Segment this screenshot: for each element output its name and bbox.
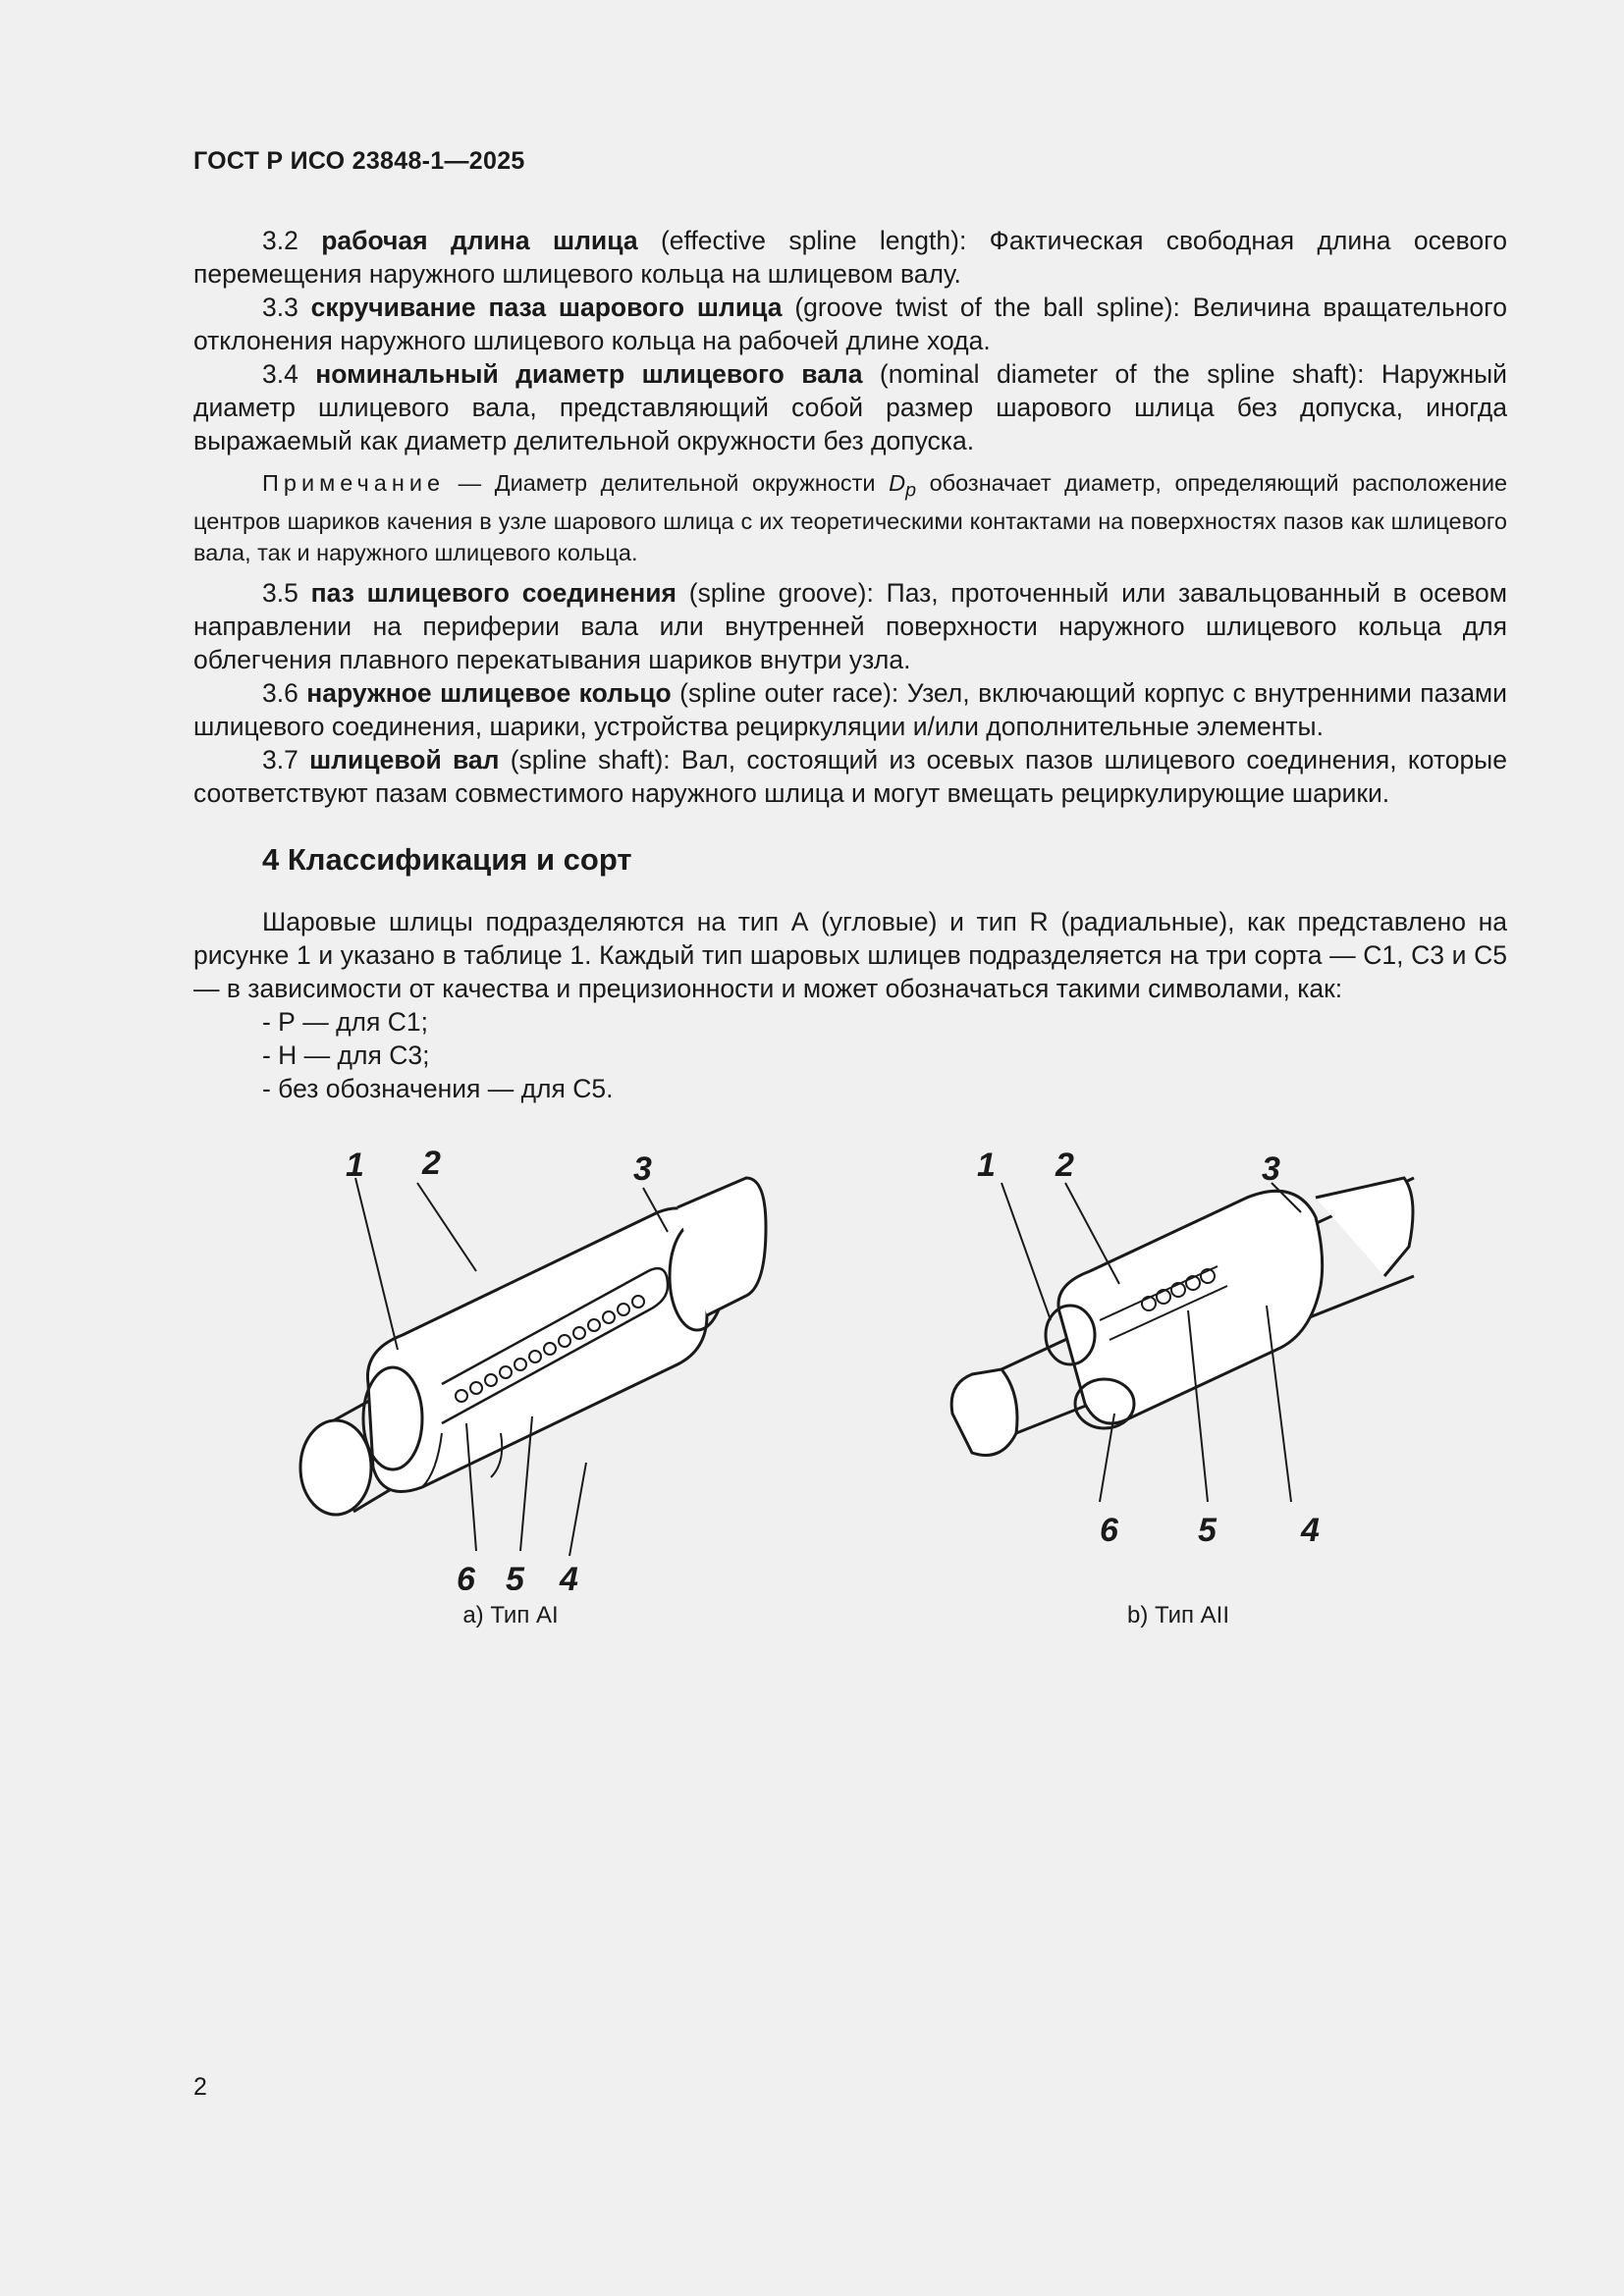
term-name: паз шлицевого соединения — [310, 578, 677, 608]
terms-block-2 — [193, 576, 1507, 810]
note-label: Примечание — [262, 470, 446, 496]
term-number: 3.4 — [262, 359, 298, 389]
shaft-end — [300, 1420, 371, 1515]
term-definition: Фактическая свободная длина осевого перемещения наружного шлицевого кольца на шлицевом валу. — [193, 226, 1507, 289]
caption-type-ai: а) Тип АI — [462, 1602, 559, 1629]
label-4: 4 — [1301, 1512, 1320, 1549]
list-item: - Н — для С3; — [262, 1041, 430, 1070]
list-item: - Р — для С1; — [262, 1007, 428, 1037]
grade-list — [193, 1005, 1507, 1105]
term-number: 3.5 — [262, 578, 298, 608]
figure-type-aii — [923, 1139, 1434, 1551]
label-3: 3 — [1262, 1150, 1280, 1188]
term-number: 3.7 — [262, 745, 298, 774]
note-text: Диаметр делительной окружности — [494, 470, 876, 496]
term-definition: Величина вращательного отклонения наружного шлицевого кольца на рабочей длине хода. — [193, 293, 1507, 355]
document-header: ГОСТ Р ИСО 23848-1—2025 — [193, 147, 525, 175]
term-name: наружное шлицевое кольцо — [306, 678, 672, 708]
term-definition: Паз, проточенный или завальцованный в осевом направлении на периферии вала или внутренней поверхности наружного шлицевого кольца для облегчения плавного перекатывания шариков внутри узла. — [193, 578, 1507, 674]
term-definition: Узел, включающий корпус с внутренними пазами шлицевого соединения, шарики, устройства рециркуляции и/или дополнительные элементы. — [193, 678, 1507, 741]
note-text: обозначает диаметр, определяющий расположение центров шариков качения в узле шарового шлица с их теоретическими контактами на поверхностях пазов как шлицевого вала, так и наружного шлицевого кольца. — [193, 470, 1508, 565]
term-name: шлицевой вал — [309, 745, 500, 774]
terms-block-1 — [193, 224, 1507, 457]
term-name: номинальный диаметр шлицевого вала — [315, 359, 863, 389]
term-number: 3.2 — [262, 226, 298, 255]
term-number: 3.6 — [262, 678, 298, 708]
term-name: рабочая длина шлица — [321, 226, 638, 255]
term-english: (spline shaft): — [510, 745, 671, 774]
term-english: (spline groove): — [688, 578, 874, 608]
term-3-7 — [193, 743, 1507, 810]
term-number: 3.3 — [262, 293, 298, 322]
label-5: 5 — [1198, 1512, 1217, 1549]
label-1: 1 — [977, 1147, 996, 1184]
term-english: (nominal diameter of the spline shaft): — [879, 359, 1365, 389]
label-6: 6 — [1100, 1512, 1118, 1549]
page-number: 2 — [193, 2073, 207, 2101]
term-3-4 — [193, 357, 1507, 457]
term-definition: Вал, состоящий из осевых пазов шлицевого соединения, которые соответствуют пазам совместимого наружного шлица и могут вмещать рециркулирующие шарики. — [193, 745, 1507, 808]
section-4-heading: 4 Классификация и сорт — [262, 842, 632, 877]
term-3-3 — [193, 291, 1507, 357]
term-english: (spline outer race): — [679, 678, 899, 708]
label-1: 1 — [346, 1147, 364, 1184]
label-2: 2 — [1056, 1147, 1074, 1184]
note-dash: — — [458, 470, 482, 496]
label-4: 4 — [560, 1561, 578, 1590]
term-english: (effective spline length): — [660, 226, 967, 255]
section-4-paragraph: Шаровые шлицы подразделяются на тип А (угловые) и тип R (радиальные), как представлено на рисунке 1 и указано в таблице 1. Каждый тип шаровых шлицев подразделяется на три сорта — С1, С3 и С5 — в зависимости от качества и прецизионности и может обозначаться такими символами, как: — [193, 907, 1507, 1003]
label-5: 5 — [506, 1561, 524, 1590]
label-6: 6 — [457, 1561, 475, 1590]
caption-type-aii: b) Тип АII — [1126, 1602, 1230, 1629]
term-definition: Наружный диаметр шлицевого вала, представляющий собой размер шарового шлица без допуска, иногда выражаемый как диаметр делительной окружности без допуска. — [193, 359, 1507, 455]
note-paragraph — [193, 468, 1507, 568]
note-symbol: D — [889, 470, 906, 496]
term-3-5 — [193, 576, 1507, 676]
list-item: - без обозначения — для С5. — [262, 1074, 614, 1103]
figure-type-ai — [275, 1139, 785, 1590]
note-subscript: p — [905, 479, 917, 502]
label-2: 2 — [422, 1145, 441, 1182]
label-3: 3 — [633, 1150, 652, 1188]
note-block — [193, 468, 1507, 568]
term-name: скручивание паза шарового шлица — [310, 293, 783, 322]
section-4-body — [193, 905, 1507, 1105]
term-english: (groove twist of the ball spline): — [794, 293, 1180, 322]
term-3-6 — [193, 676, 1507, 743]
shaft-end — [951, 1369, 1017, 1456]
term-3-2 — [193, 224, 1507, 291]
